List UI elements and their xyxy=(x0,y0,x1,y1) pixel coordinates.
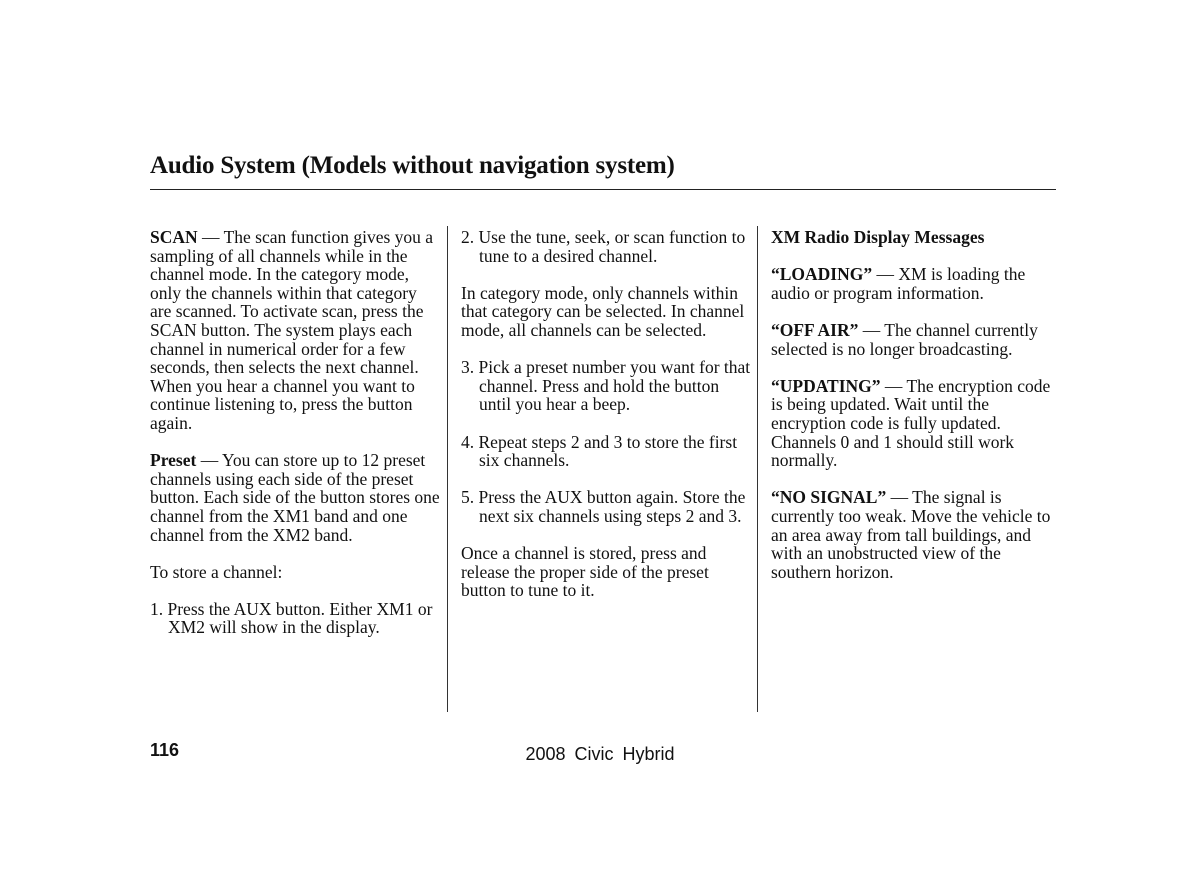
em-dash: — xyxy=(197,227,224,247)
category-note: In category mode, only channels within that category can be selected. In channel mode, all channels can be selected. xyxy=(461,282,745,340)
step-2: 2. Use the tune, seek, or scan function to tune to a desired channel. xyxy=(461,227,746,266)
preset-text: You can store up to 12 preset channels using each side of the preset button. Each side of the button stores one channel from the XM1 band and one channel from the XM2 band. xyxy=(150,450,440,545)
message-loading xyxy=(771,265,1061,302)
page-title: Audio System (Models without navigation system) xyxy=(150,152,675,179)
message-text: The channel currently selected is no longer broadcasting. xyxy=(771,319,1038,359)
page-number: 116 xyxy=(150,740,180,760)
message-no-signal xyxy=(771,488,1061,581)
step-5: 5. Press the AUX button again. Store the next six channels using steps 2 and 3. xyxy=(461,487,746,526)
message-term: “OFF AIR” xyxy=(771,319,859,340)
column-left xyxy=(150,228,440,656)
em-dash: — xyxy=(858,319,885,340)
message-updating xyxy=(771,377,1061,470)
em-dash: — xyxy=(880,375,907,396)
em-dash: — xyxy=(196,450,222,471)
message-text: The signal is currently too weak. Move the vehicle to an area away from tall buildings, and with an unobstructed view of the southern horizon. xyxy=(771,487,1051,582)
step-3: 3. Pick a preset number you want for that channel. Press and hold the button until you hear a beep. xyxy=(461,357,751,415)
em-dash: — xyxy=(886,487,913,508)
preset-term: Preset xyxy=(150,450,197,471)
column-middle xyxy=(461,228,751,618)
step-4: 4. Repeat steps 2 and 3 to store the first six channels. xyxy=(461,431,738,471)
message-text: XM is loading the audio or program information. xyxy=(771,264,1026,303)
footer-model-name: 2008 Civic Hybrid xyxy=(525,744,675,764)
scan-term: SCAN xyxy=(150,227,198,247)
closing-note: Once a channel is stored, press and release the proper side of the preset button to tune to it. xyxy=(461,543,709,601)
preset-paragraph xyxy=(150,451,440,544)
message-text: The encryption code is being updated. Wait until the encryption code is fully updated. Channels 0 and 1 should still work normally. xyxy=(771,375,1051,471)
column-divider-2 xyxy=(757,226,758,712)
message-term: “LOADING” xyxy=(771,264,873,285)
column-right xyxy=(771,228,1061,600)
store-intro: To store a channel: xyxy=(150,561,283,582)
message-term: “NO SIGNAL” xyxy=(771,487,887,508)
title-divider xyxy=(150,189,1056,190)
step-1: 1. Press the AUX button. Either XM1 or XM2 will show in the display. xyxy=(150,598,433,638)
message-off-air xyxy=(771,321,1061,358)
em-dash: — xyxy=(872,264,899,285)
scan-text: The scan function gives you a sampling of all channels while in the channel mode. In the category mode, only the channels within that category are scanned. To activate scan, press the SCAN button. The system plays each channel in numerical order for a few seconds, then selects the next channel. When you hear a channel you want to continue listening to, press the button again. xyxy=(150,227,434,433)
column-divider-1 xyxy=(447,226,448,712)
section-heading: XM Radio Display Messages xyxy=(771,227,985,247)
message-term: “UPDATING” xyxy=(771,375,881,396)
scan-paragraph xyxy=(150,228,440,433)
